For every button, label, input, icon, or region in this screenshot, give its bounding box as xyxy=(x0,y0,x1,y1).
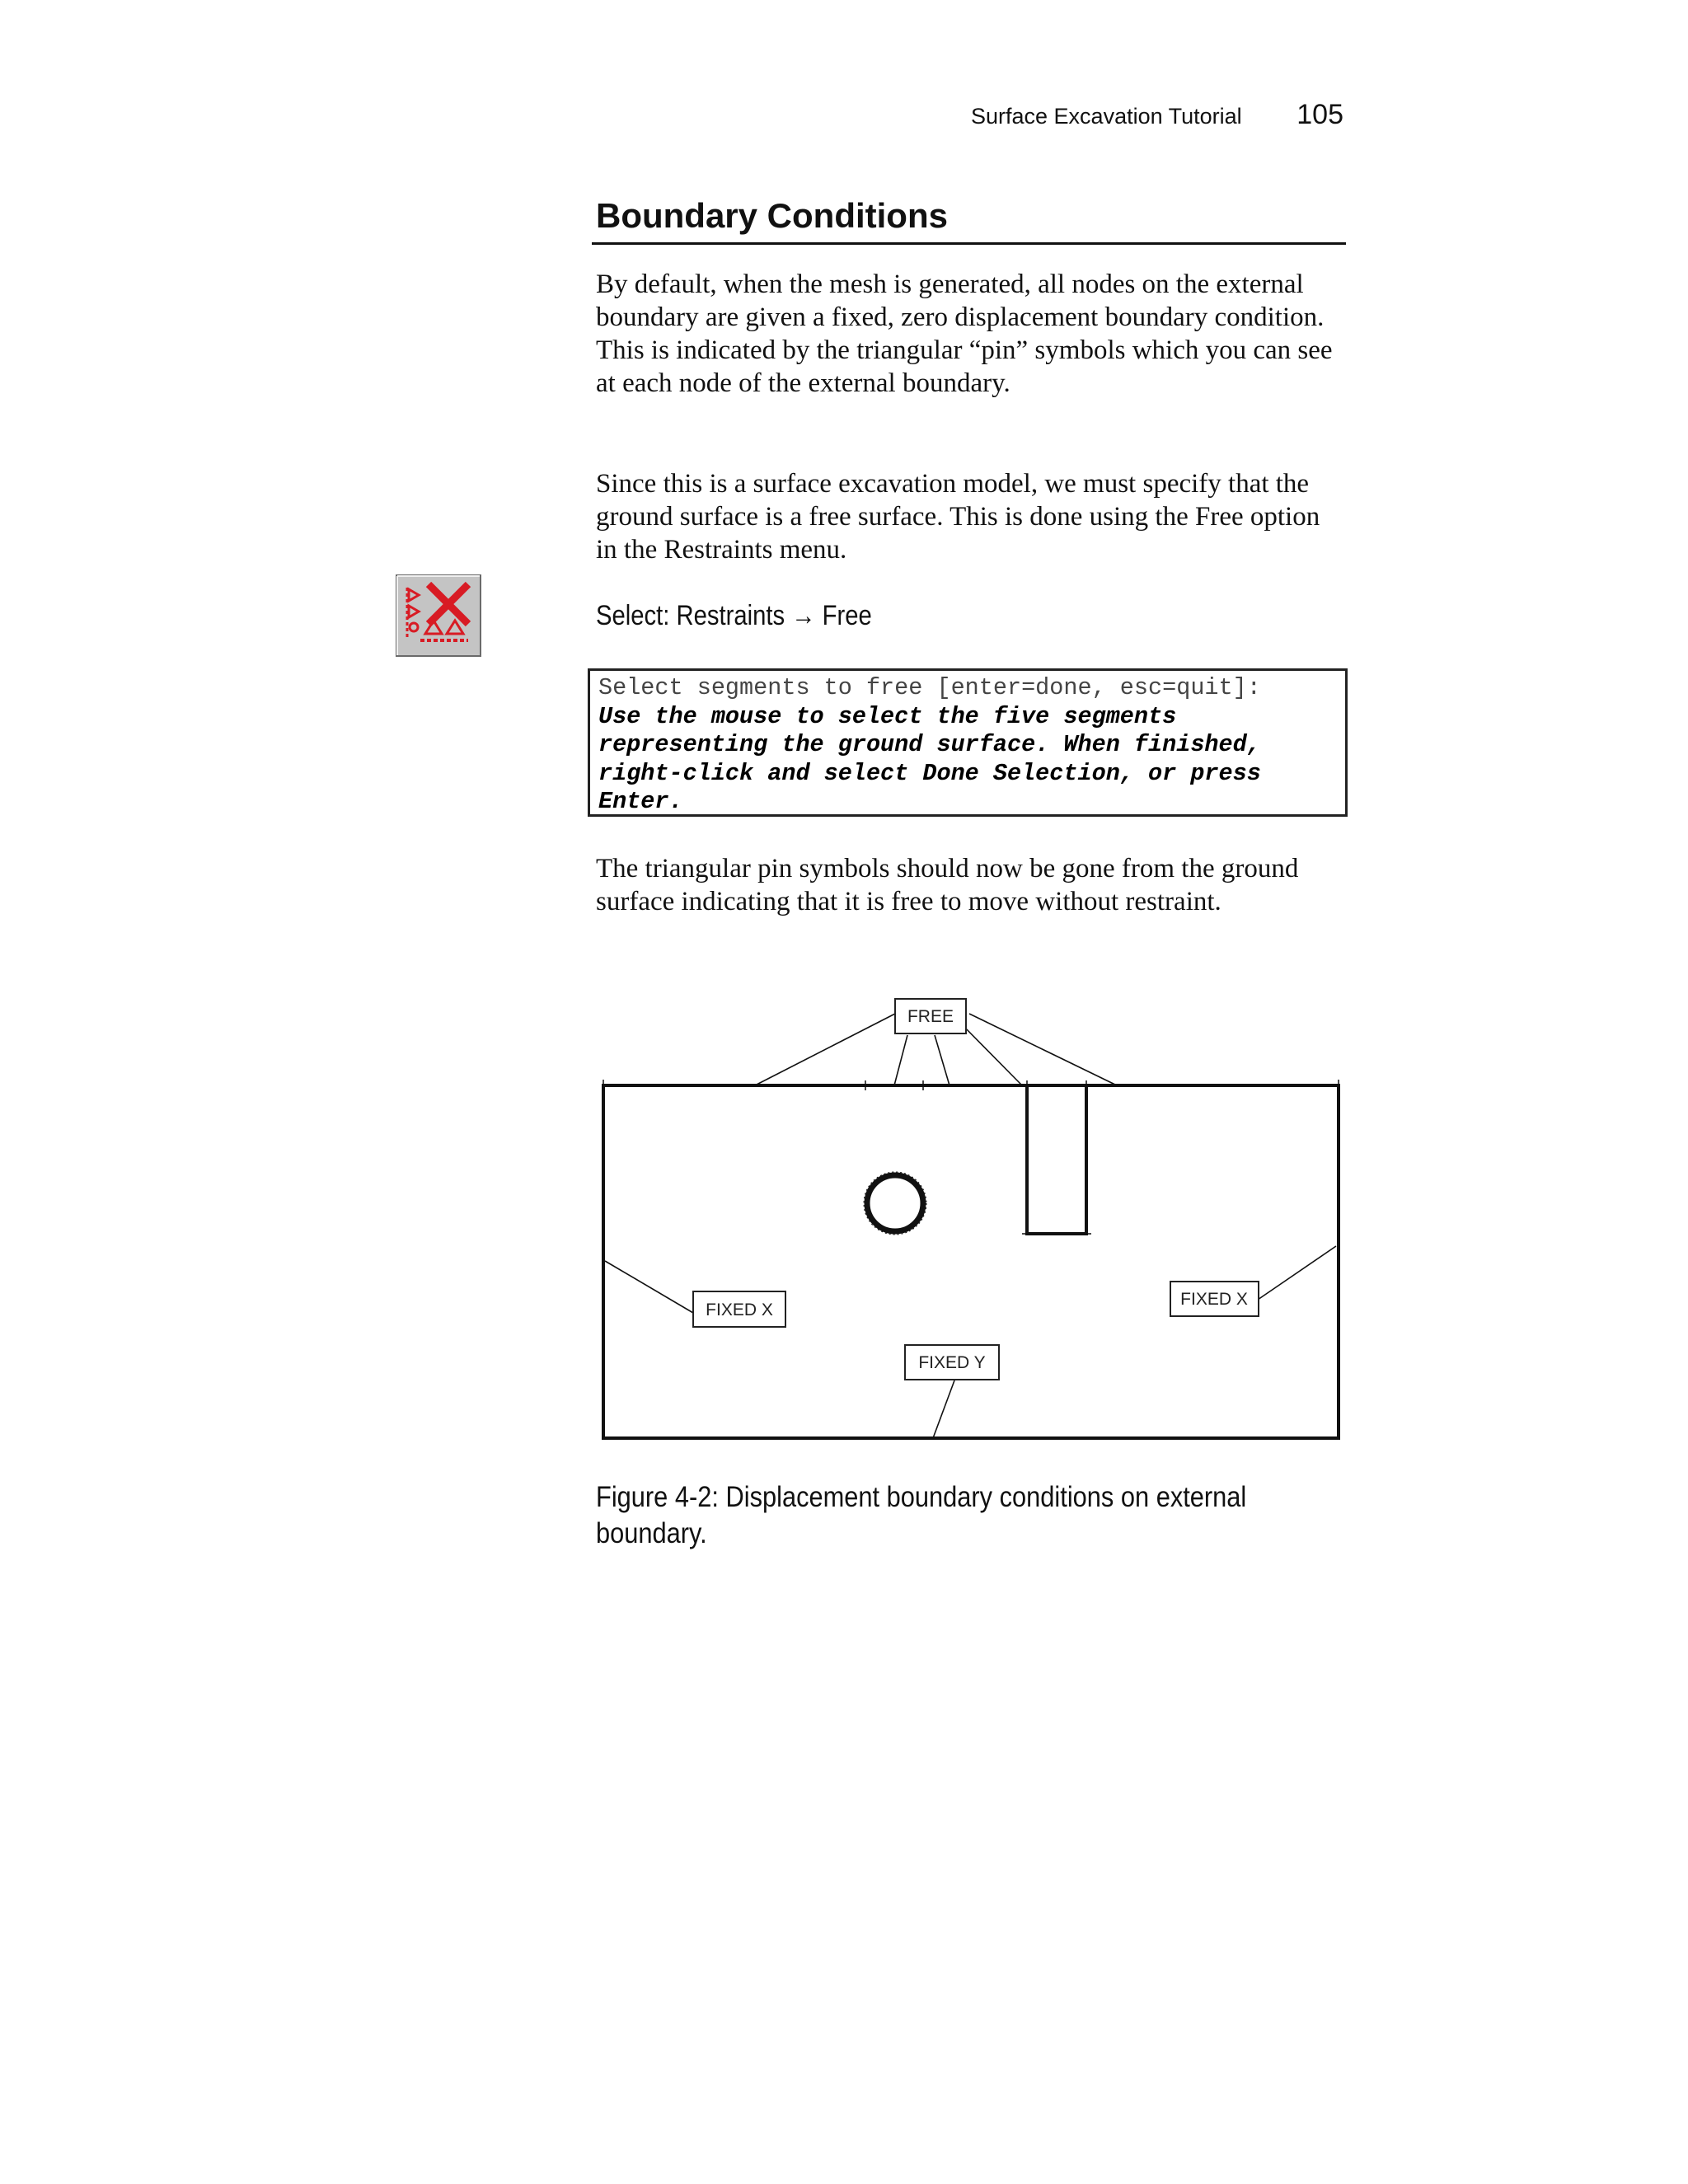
running-header xyxy=(971,99,1343,135)
fixed-y-leader xyxy=(933,1380,954,1438)
free-label: FREE xyxy=(907,1007,954,1026)
fixed-x-left-label: FIXED X xyxy=(706,1301,773,1319)
paragraph-free-surface: Since this is a surface excavation model, we must specify that the ground surface is a free surface. This is done using the Free option in the Restraints menu. xyxy=(596,469,1320,565)
restraints-free-icon xyxy=(396,574,481,657)
select-instruction: Select: Restraints → Free xyxy=(596,600,872,631)
excavation xyxy=(1027,1085,1086,1234)
tunnel-opening xyxy=(867,1175,923,1231)
page-number: 105 xyxy=(1296,99,1343,130)
paragraph-pins-gone: The triangular pin symbols should now be gone from the ground surface indicating that it is free to move without restraint. xyxy=(596,854,1299,916)
prompt-instruction: Use the mouse to select the five segments representing the ground surface. When finished, right-click and select Done Selection, or press Enter. xyxy=(598,702,1261,815)
figure-caption: Figure 4-2: Displacement boundary conditions on external boundary. xyxy=(596,1481,1247,1549)
command-prompt-box xyxy=(588,668,1348,817)
fixed-x-left-leader xyxy=(605,1261,693,1313)
fixed-x-right-label: FIXED X xyxy=(1180,1290,1248,1309)
surface-nodes xyxy=(603,1080,1339,1234)
boundary-conditions-figure xyxy=(593,981,1343,1451)
paragraph-default-boundary: By default, when the mesh is generated, all nodes on the external boundary are given a fixed, zero displacement boundary condition. This is indicated by the triangular “pin” symbols which you can see at each node of the external boundary. xyxy=(596,269,1333,398)
fixed-y-label: FIXED Y xyxy=(918,1353,986,1372)
section-title: Boundary Conditions xyxy=(596,196,948,235)
running-header-title: Surface Excavation Tutorial xyxy=(971,104,1242,129)
fixed-x-right-leader xyxy=(1258,1246,1336,1300)
external-boundary xyxy=(603,1085,1339,1438)
prompt-command: Select segments to free [enter=done, esc=quit]: xyxy=(598,674,1261,701)
section-rule xyxy=(592,242,1346,245)
